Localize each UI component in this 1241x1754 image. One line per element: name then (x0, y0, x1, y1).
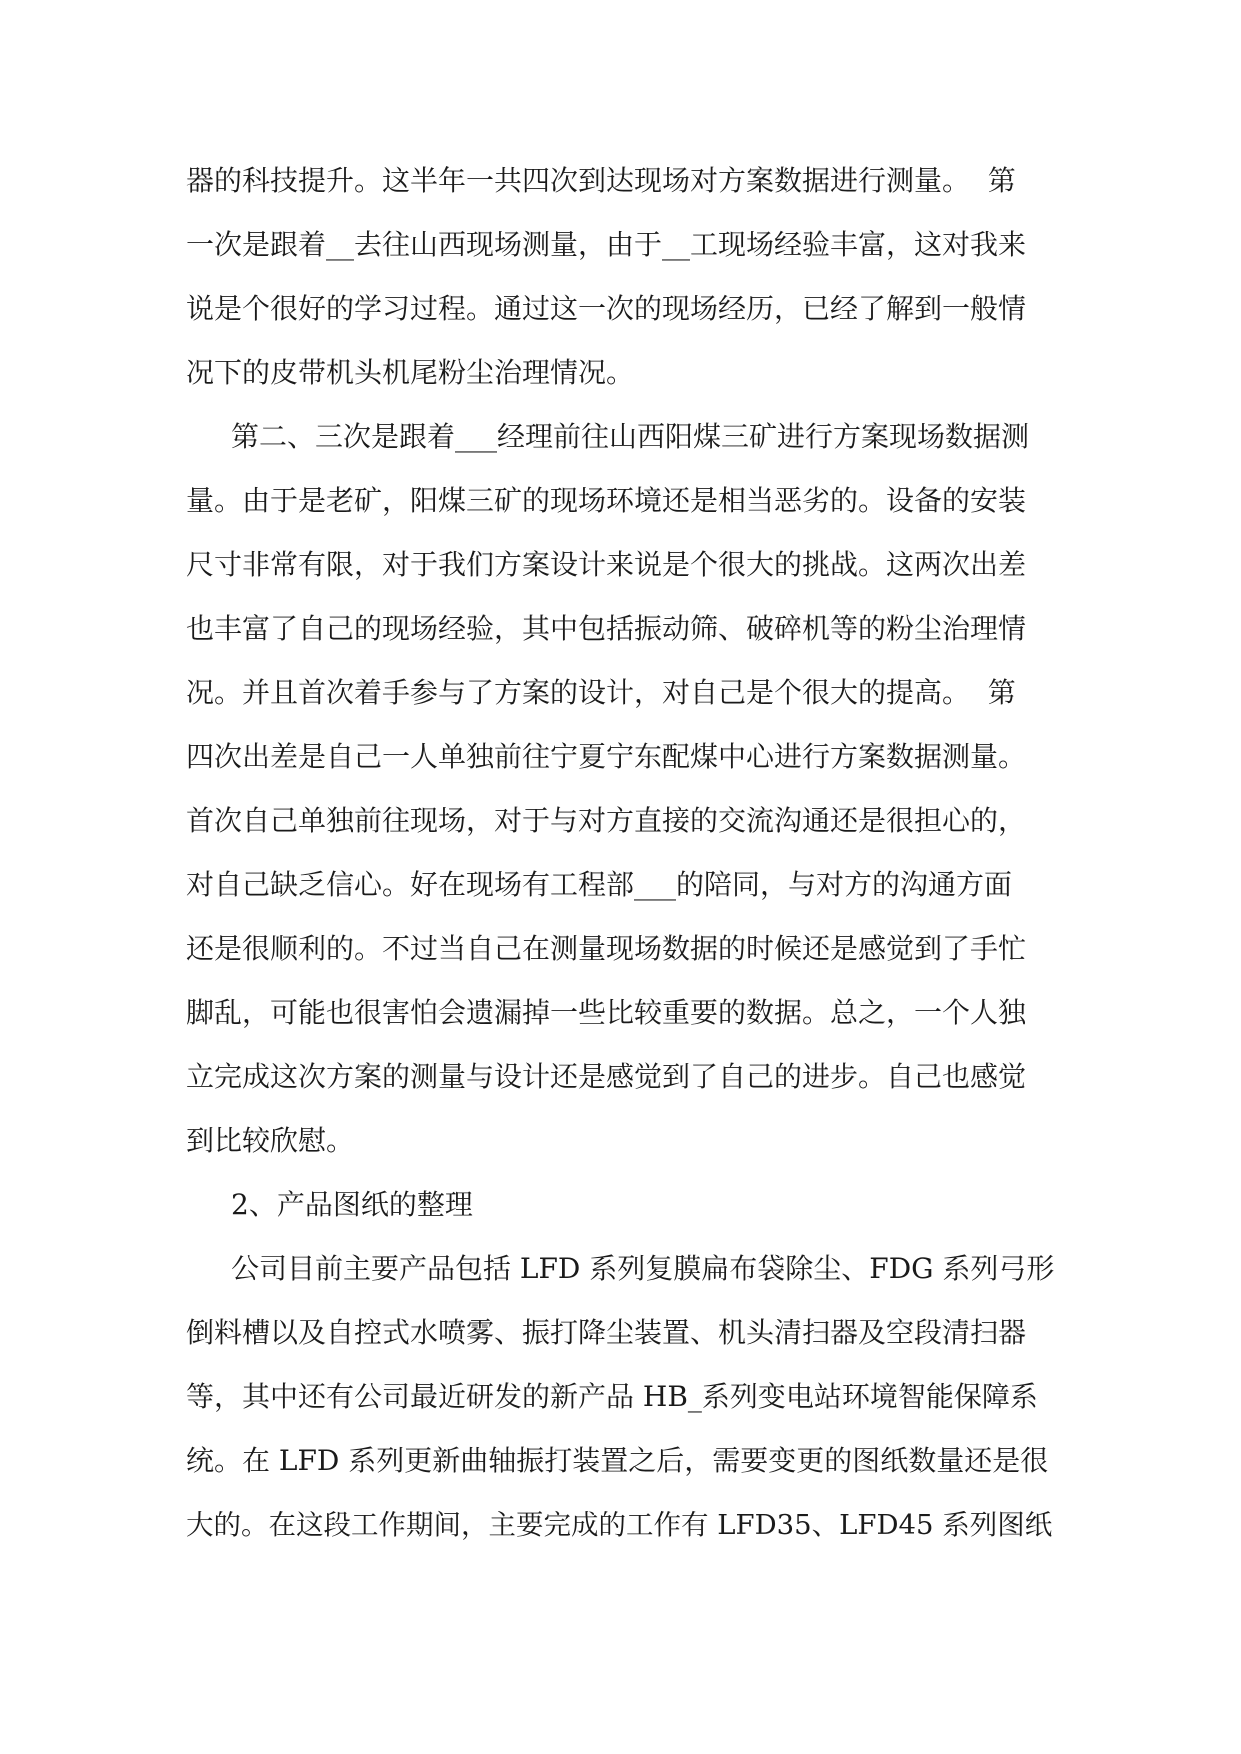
text-line: 统。在 LFD 系列更新曲轴振打装置之后，需要变更的图纸数量还是很 (186, 1444, 1049, 1477)
text-line: 也丰富了自己的现场经验，其中包括振动筛、破碎机等的粉尘治理情 (186, 612, 1027, 645)
text-line: 况下的皮带机头机尾粉尘治理情况。 (186, 356, 635, 389)
text-line: 四次出差是自己一人单独前往宁夏宁东配煤中心进行方案数据测量。 (186, 740, 1027, 773)
text-line: 尺寸非常有限，对于我们方案设计来说是个很大的挑战。这两次出差 (186, 548, 1027, 581)
paragraph-first-line: 第二、三次是跟着___经理前往山西阳煤三矿进行方案现场数据测 (231, 420, 1030, 453)
text-line: 到比较欣慰。 (186, 1124, 355, 1157)
text-line: 还是很顺利的。不过当自己在测量现场数据的时候还是感觉到了手忙 (186, 932, 1027, 965)
text-line: 等，其中还有公司最近研发的新产品 HB_系列变电站环境智能保障系 (186, 1380, 1038, 1413)
text-line: 量。由于是老矿，阳煤三矿的现场环境还是相当恶劣的。设备的安装 (186, 484, 1027, 517)
text-line: 对自己缺乏信心。好在现场有工程部___的陪同，与对方的沟通方面 (186, 868, 1013, 901)
text-line: 况。并且首次着手参与了方案的设计，对自己是个很大的提高。 第 (186, 676, 1016, 709)
text-line: 立完成这次方案的测量与设计还是感觉到了自己的进步。自己也感觉 (186, 1060, 1027, 1093)
section-heading: 2、产品图纸的整理 (231, 1188, 473, 1221)
text-line: 一次是跟着__去往山西现场测量，由于__工现场经验丰富，这对我来 (186, 228, 1027, 261)
text-line: 大的。在这段工作期间，主要完成的工作有 LFD35、LFD45 系列图纸 (186, 1509, 1053, 1541)
paragraph-first-line: 公司目前主要产品包括 LFD 系列复膜扁布袋除尘、FDG 系列弓形 (231, 1252, 1055, 1285)
text-line: 脚乱，可能也很害怕会遗漏掉一些比较重要的数据。总之，一个人独 (186, 996, 1027, 1029)
text-line: 器的科技提升。这半年一共四次到达现场对方案数据进行测量。 第 (186, 164, 1016, 197)
text-line: 说是个很好的学习过程。通过这一次的现场经历，已经了解到一般情 (186, 292, 1027, 325)
text-line: 首次自己单独前往现场，对于与对方直接的交流沟通还是很担心的， (186, 804, 1027, 837)
text-line: 倒料槽以及自控式水喷雾、振打降尘装置、机头清扫器及空段清扫器 (186, 1316, 1027, 1349)
